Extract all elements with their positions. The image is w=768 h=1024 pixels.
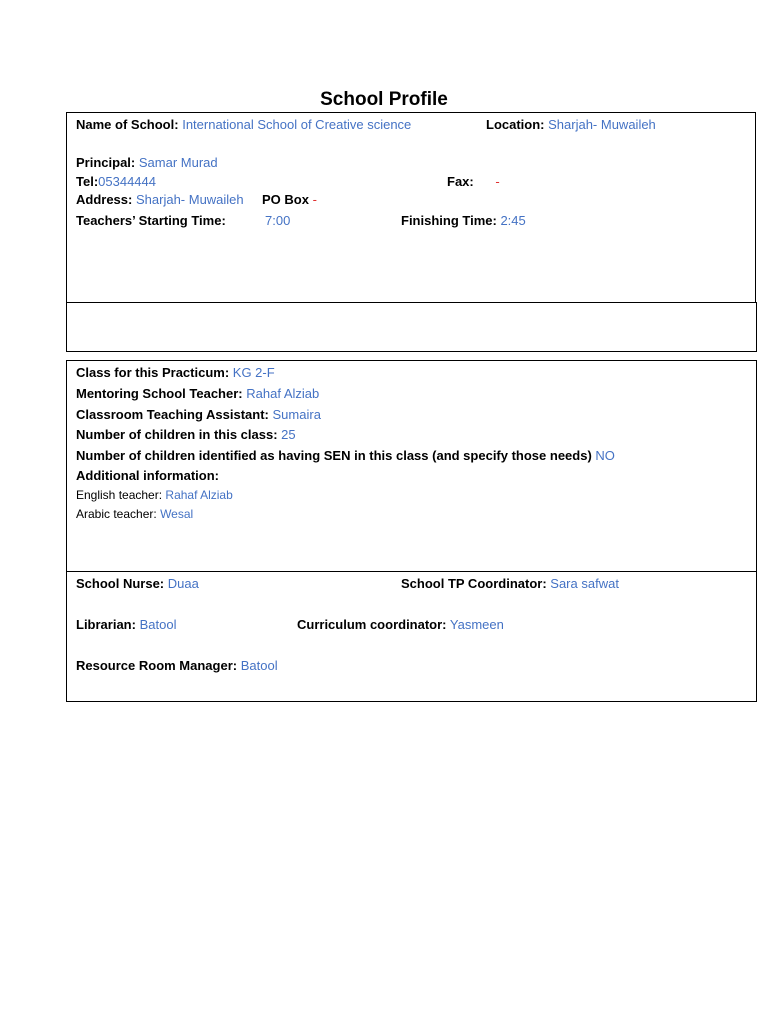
school-name-row xyxy=(76,117,411,133)
start-time-row xyxy=(76,213,226,229)
address-value: Sharjah- Muwaileh xyxy=(135,192,244,207)
tp-coordinator-label: School TP Coordinator: xyxy=(401,576,547,591)
curriculum-value: Yasmeen xyxy=(449,617,504,632)
finish-time-value: 2:45 xyxy=(500,213,526,228)
school-name-value: International School of Creative science xyxy=(182,117,412,132)
nurse-value: Duaa xyxy=(167,576,199,591)
address-label: Address: xyxy=(76,192,133,207)
class-row xyxy=(76,365,275,381)
start-time-value: 7:00 xyxy=(265,213,291,228)
start-time-value-cell xyxy=(265,213,290,229)
additional-row xyxy=(76,468,219,484)
empty-box xyxy=(66,302,757,352)
fax-label: Fax: xyxy=(447,174,474,189)
tel-label: Tel: xyxy=(76,174,99,189)
mentor-row xyxy=(76,386,319,402)
class-label: Class for this Practicum: xyxy=(76,365,230,380)
english-teacher-label: English teacher: xyxy=(76,488,163,502)
principal-row xyxy=(76,155,218,171)
english-teacher-row xyxy=(76,487,233,503)
finish-time-label: Finishing Time: xyxy=(401,213,497,228)
english-teacher-value: Rahaf Alziab xyxy=(165,488,233,502)
librarian-row xyxy=(76,617,176,633)
resource-label: Resource Room Manager: xyxy=(76,658,238,673)
finish-time-row xyxy=(401,213,526,229)
assistant-label: Classroom Teaching Assistant: xyxy=(76,407,269,422)
pobox-value: - xyxy=(312,192,317,207)
arabic-teacher-row xyxy=(76,506,193,522)
assistant-value: Sumaira xyxy=(272,407,321,422)
arabic-teacher-value: Wesal xyxy=(160,507,194,521)
school-name-label: Name of School: xyxy=(76,117,179,132)
principal-value: Samar Murad xyxy=(138,155,218,170)
arabic-teacher-label: Arabic teacher: xyxy=(76,507,157,521)
nurse-row xyxy=(76,576,199,592)
sen-value: NO xyxy=(595,448,615,463)
class-value: KG 2-F xyxy=(232,365,275,380)
page-title: School Profile xyxy=(320,89,448,110)
tp-coordinator-row xyxy=(401,576,619,592)
fax-row xyxy=(447,174,500,190)
sen-row xyxy=(76,448,615,464)
tp-coordinator-value: Sara safwat xyxy=(550,576,619,591)
principal-label: Principal: xyxy=(76,155,136,170)
assistant-row xyxy=(76,407,321,423)
resource-value: Batool xyxy=(240,658,278,673)
pobox-row xyxy=(262,192,317,208)
mentor-label: Mentoring School Teacher: xyxy=(76,386,243,401)
additional-label: Additional information: xyxy=(76,468,219,483)
fax-value: - xyxy=(495,174,500,189)
nurse-label: School Nurse: xyxy=(76,576,165,591)
curriculum-label: Curriculum coordinator: xyxy=(297,617,447,632)
curriculum-row xyxy=(297,617,504,633)
location-value: Sharjah- Muwaileh xyxy=(548,117,656,132)
resource-row xyxy=(76,658,278,674)
location-row xyxy=(486,117,656,133)
children-row xyxy=(76,427,296,443)
location-label: Location: xyxy=(486,117,545,132)
start-time-label: Teachers’ Starting Time: xyxy=(76,213,226,228)
children-value: 25 xyxy=(281,427,296,442)
mentor-value: Rahaf Alziab xyxy=(246,386,320,401)
librarian-value: Batool xyxy=(139,617,177,632)
pobox-label: PO Box xyxy=(262,192,309,207)
tel-row xyxy=(76,174,156,190)
sen-label: Number of children identified as having SEN in this class (and specify those needs) xyxy=(76,448,592,463)
librarian-label: Librarian: xyxy=(76,617,136,632)
children-label: Number of children in this class: xyxy=(76,427,278,442)
address-row xyxy=(76,192,244,208)
tel-value: 05344444 xyxy=(98,174,156,189)
